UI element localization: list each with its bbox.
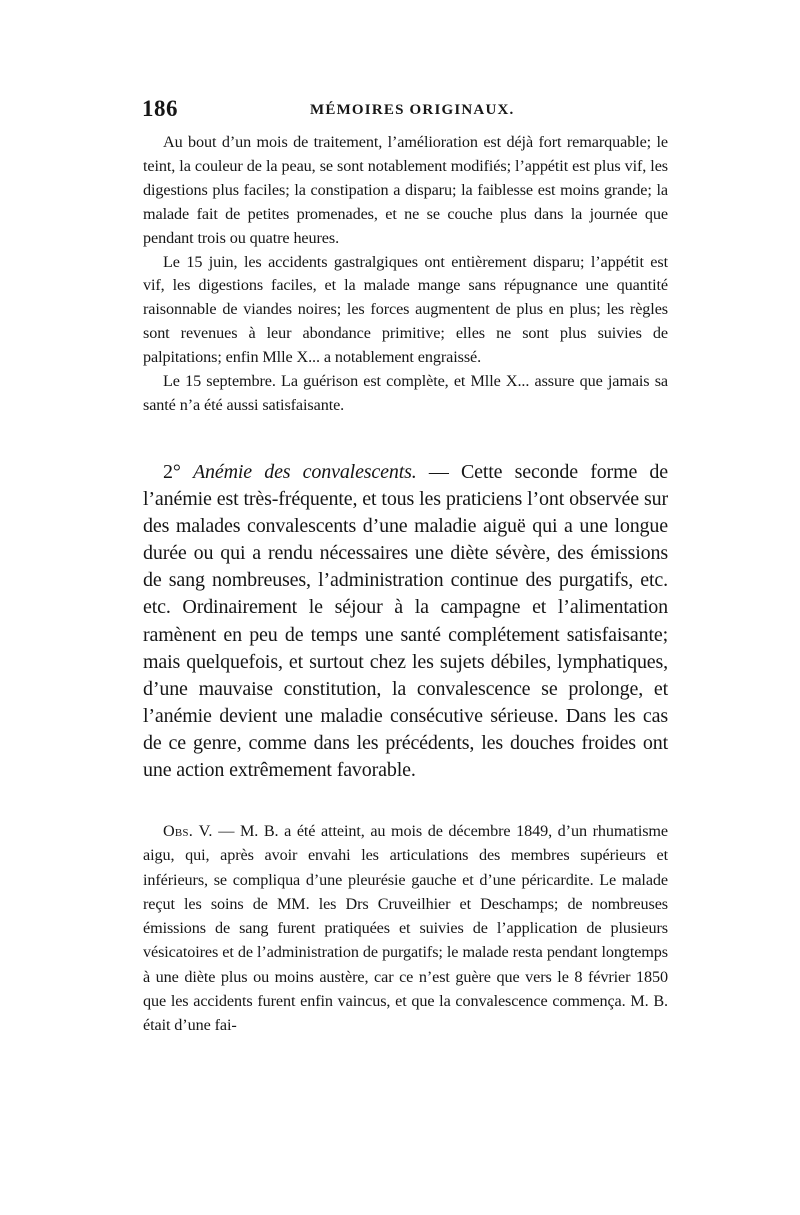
paragraph-june-15: Le 15 juin, les accidents gastralgiques ont entièrement disparu; l’appétit est vif, les digestions faciles, et la malade mange sans répugnance une quantité raisonnable de viandes noires; les forces augmentent de plus en plus; les règles sont revenues à leur abondance primitive; elles ne sont plus suivies de palpitations; enfin Mlle X... a notablement engraissé. — [143, 252, 668, 367]
paragraph-september-15: Le 15 septembre. La guérison est complète, et Mlle X... assure que jamais sa santé n’a été aussi satisfaisante. — [143, 372, 668, 414]
observation-v — [143, 819, 668, 1038]
section-dash: — — [416, 461, 461, 483]
section-title: Anémie des convalescents. — [192, 461, 417, 483]
section-paragraph — [143, 459, 668, 784]
page-number: 186 — [142, 96, 178, 121]
running-title: MÉMOIRES ORIGINAUX. — [310, 102, 515, 118]
observation-text: — M. B. a été atteint, au mois de décembre 1849, d’un rhumatisme aigu, qui, après avoir envahi les articulations des membres supérieurs et inférieurs, se compliqua d’une pleurésie gauche et d’une péricardite. Le malade reçut les soins de MM. les Drs Cruveilhier et Deschamps; de nombreuses émissions de sang furent pratiquées et suivies de l’application de plusieurs vésicatoires et de l’administration de purgatifs; le malade resta pendant longtemps à une diète plus ou moins austère, car ce n’est guère que vers le 8 février 1850 que les accidents furent enfin vaincus, et que la convalescence commença. M. B. était d’une fai- — [143, 822, 668, 1035]
observation-paragraph — [143, 819, 668, 1038]
case-report-continuation — [143, 131, 668, 418]
paragraph-treatment-progress: Au bout d’un mois de traitement, l’amélioration est déjà fort remarquable; le teint, la couleur de la peau, se sont notablement modifiés; l’appétit est plus vif, les digestions plus faciles; la constipation a disparu; la faiblesse est moins grande; la malade fait de petites promenades, et ne se couche plus dans la journée que pendant trois ou quatre heures. — [143, 133, 668, 247]
observation-label: Obs. V. — [163, 822, 213, 840]
section-body: Cette seconde forme de l’anémie est très-fréquente, et tous les praticiens l’ont observée sur des malades convalescents d’une maladie aiguë qui a une longue durée ou qui a rendu nécessaires une diète sévère, des émissions de sang nombreuses, l’administration continue des purgatifs, etc. etc. Ordinairement le séjour à la campagne et l’alimentation ramènent en peu de temps une santé complétement satisfaisante; mais quelquefois, et surtout chez les sujets débiles, lymphatiques, d’une mauvaise constitution, la convalescence se prolonge, et l’anémie devient une maladie consécutive sérieuse. Dans les cas de ce genre, comme dans les précédents, les douches froides ont une action extrêmement favorable. — [143, 461, 669, 782]
section-anemia-convalescents — [143, 459, 668, 784]
page-header — [142, 96, 668, 126]
section-number: 2° — [163, 461, 181, 483]
